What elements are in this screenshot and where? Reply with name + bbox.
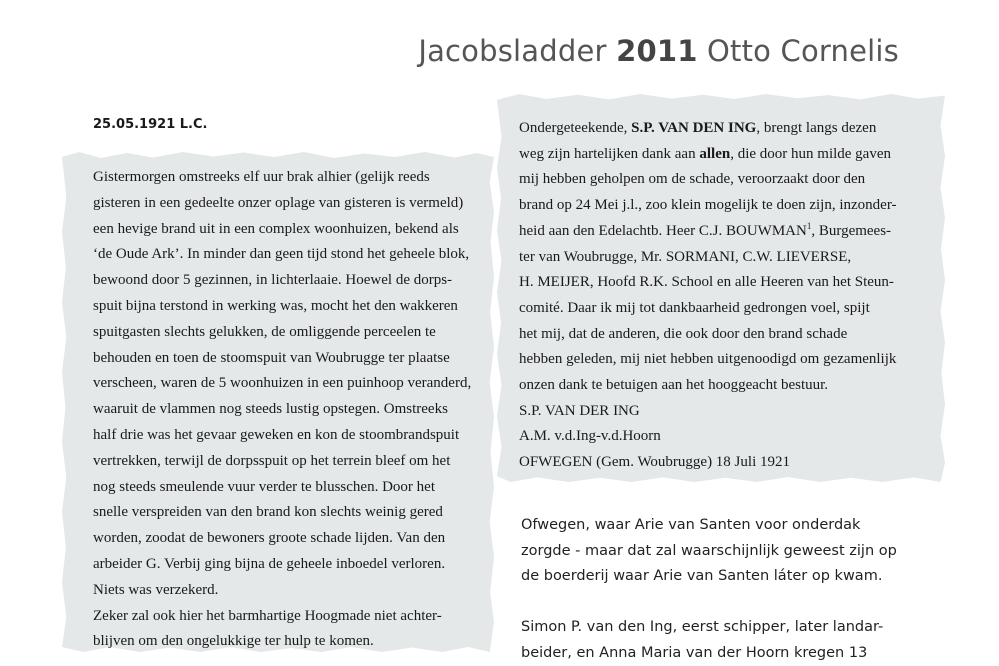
article-line: waaruit de vlammen nog steeds lustig opstegen. Omstreeks (93, 397, 473, 423)
article-line: nog steeds smeulende vuur verder te blusschen. Door het (93, 475, 473, 501)
article-line (519, 142, 924, 168)
article-date-heading: 25.05.1921 L.C. (93, 117, 207, 132)
bold-word: allen (699, 146, 730, 162)
article-line: het mij, dat de anderen, die ook door den brand schade (519, 322, 924, 348)
article-line: Zeker zal ook hier het barmhartige Hoogmade niet achter- (93, 604, 473, 630)
text-run: Ondergeteekende, (519, 120, 631, 136)
article-line: een hevige brand uit in een complex woonhuizen, bekend als (93, 217, 473, 243)
footnote-marker: 1 (807, 221, 812, 231)
article-line: hebben geleden, mij niet hebben uitgenoodigd om gezamenlijk (519, 347, 924, 373)
header-title-year: 2011 (616, 34, 698, 68)
page-header (418, 34, 899, 68)
article-line: Gistermorgen omstreeks elf uur brak alhier (gelijk reeds (93, 165, 473, 191)
text-run: heid aan den Edelachtb. Heer C.J. BOUWMAN (519, 223, 807, 239)
signature-line: A.M. v.d.Ing-v.d.Hoorn (519, 424, 924, 450)
article-line (519, 219, 924, 245)
article-line: Niets was verzekerd. (93, 578, 473, 604)
article-line: snelle verspreiden van den brand kon slechts weinig gered (93, 500, 473, 526)
article-line: bewoond door 5 gezinnen, in lichterlaaie. Hoewel de dorps- (93, 268, 473, 294)
article-line: blijven om den ongelukkige ter hulp te komen. (93, 629, 473, 655)
body-line: Ofwegen, waar Arie van Santen voor onderdak (521, 513, 921, 539)
article-line: verscheen, waren de 5 woonhuizen in een puinhoop veranderd, (93, 371, 473, 397)
text-run: , Burgemees- (811, 223, 891, 239)
article-line: half drie was het gevaar geweken en kon de stoombrandspuit (93, 423, 473, 449)
body-line: zorgde - maar dat zal waarschijnlijk geweest zijn op (521, 539, 921, 565)
fire-report-text (93, 165, 473, 655)
article-line: ‘de Oude Ark’. In minder dan geen tijd stond het geheele blok, (93, 242, 473, 268)
article-line: worden, zoodat de bewoners groote schade lijden. Van den (93, 526, 473, 552)
article-line: spuitgasten slechts gelukken, de omliggende perceelen te (93, 320, 473, 346)
article-line: spuit bijna terstond in werking was, mocht het den wakkeren (93, 294, 473, 320)
article-line (519, 116, 924, 142)
article-line: mij hebben geholpen om de schade, veroorzaakt door den (519, 167, 924, 193)
commentary-text (521, 513, 921, 666)
article-line: vertrekken, terwijl de dorpsspuit op het terrein bleef om het (93, 449, 473, 475)
article-line: arbeider G. Verbij ging bijna de geheele inboedel verloren. (93, 552, 473, 578)
article-line: ter van Woubrugge, Mr. SORMANI, C.W. LIEVERSE, (519, 245, 924, 271)
article-line: behouden en toen de stoomspuit van Woubrugge ter plaatse (93, 346, 473, 372)
signature-line: S.P. VAN DER ING (519, 399, 924, 425)
article-line: brand op 24 Mei j.l., zoo klein mogelijk te doen zijn, inzonder- (519, 193, 924, 219)
text-run: , die door hun milde gaven (730, 146, 891, 162)
body-line: beider, en Anna Maria van der Hoorn kregen 13 (521, 641, 921, 666)
thank-you-text (519, 116, 924, 476)
article-line: onzen dank te betuigen aan het hooggeacht bestuur. (519, 373, 924, 399)
text-run: , brengt langs dezen (756, 120, 876, 136)
paragraph-gap (521, 590, 921, 616)
body-line: Simon P. van den Ing, eerst schipper, later landar- (521, 615, 921, 641)
article-line: gisteren in een gedeelte onzer oplage van gisteren is vermeld) (93, 191, 473, 217)
body-line: de boerderij waar Arie van Santen láter op kwam. (521, 564, 921, 590)
header-title-prefix: Jacobsladder (418, 34, 606, 68)
article-line: H. MEIJER, Hoofd R.K. School en alle Heeren van het Steun- (519, 270, 924, 296)
place-date-line: OFWEGEN (Gem. Woubrugge) 18 Juli 1921 (519, 450, 924, 476)
text-run: weg zijn hartelijken dank aan (519, 146, 699, 162)
header-title-suffix: Otto Cornelis (707, 34, 899, 68)
bold-name: S.P. VAN DEN ING (631, 120, 756, 136)
article-line: comité. Daar ik mij tot dankbaarheid gedrongen voel, spijt (519, 296, 924, 322)
